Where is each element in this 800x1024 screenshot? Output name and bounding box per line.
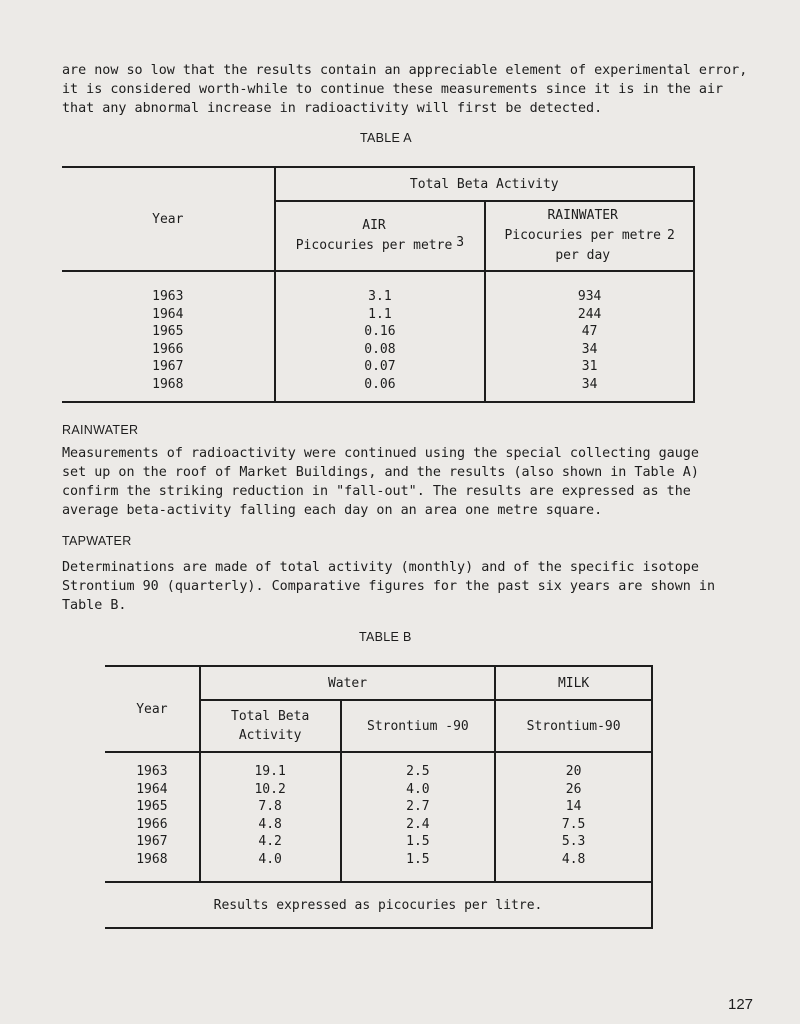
page-number: 127 (728, 996, 754, 1013)
table-b-milk-value: 20 (565, 764, 582, 779)
table-a-air-header (275, 201, 486, 271)
table-a-year: 1968 (152, 376, 184, 392)
table-b-year: 1966 (136, 816, 168, 832)
table-a-air-value: 0.07 (364, 359, 396, 375)
table-b-milk-value: 14 (565, 799, 582, 815)
table-a-air-value: 3.1 (368, 289, 392, 304)
table-a-year: 1967 (152, 359, 184, 375)
table-b-year: 1968 (136, 851, 168, 867)
table-b-year: 1965 (136, 799, 168, 815)
table-b-milk-header: MILK (495, 666, 652, 700)
table-b-year: 1967 (136, 834, 168, 850)
table-b-total-beta-value: 7.8 (258, 799, 282, 815)
table-b-total-beta-column (200, 752, 341, 882)
table-b-strontium-value: 1.5 (406, 851, 430, 867)
table-a-years (62, 288, 274, 394)
table-b-strontium-header: Strontium -90 (341, 700, 496, 752)
table-a-rain-value: 34 (581, 376, 598, 392)
table-b-milk-value: 26 (565, 781, 582, 797)
table-b-milk-column (495, 752, 652, 882)
table-b-total-beta-value: 10.2 (254, 781, 286, 797)
table-b-strontium-value: 1.5 (406, 834, 430, 850)
table-a-year-column (62, 271, 275, 402)
table-b-strontium-values (342, 763, 495, 869)
tapwater-paragraph: Determinations are made of total activity (monthly) and of the specific isotope Strontium 90 (quarterly). Comparative figures for the past six years are shown in Table B. (62, 560, 716, 613)
table-a-group-header: Total Beta Activity (275, 167, 694, 201)
table-b-strontium-value: 4.0 (406, 781, 430, 797)
table-b-strontium-value: 2.5 (406, 764, 430, 779)
table-a-air-value: 0.06 (364, 376, 396, 392)
table-b (105, 665, 653, 929)
table-b-total-beta-value: 19.1 (254, 764, 286, 779)
rainwater-heading: RAINWATER (62, 423, 139, 437)
intro-paragraph: are now so low that the results contain an appreciable element of experimental error, it is considered worth-while to continue these measurements since it is in the air that any abnormal increase in radioactivity will first be detected. (62, 63, 748, 116)
rainwater-paragraph: Measurements of radioactivity were continued using the special collecting gauge set up on the roof of Market Buildings, and the results (also shown in Table A) confirm the striking reduction in "fall-out". The results are expressed as the average beta-activity falling each day on an area one metre square. (62, 446, 699, 518)
table-b-total-beta-value: 4.0 (258, 851, 282, 867)
table-b-total-beta-value: 4.2 (258, 834, 282, 850)
table-a-air-value: 0.08 (364, 341, 396, 357)
table-a (62, 166, 695, 403)
table-a-year: 1965 (152, 324, 184, 340)
table-b-caption: TABLE B (359, 630, 412, 644)
table-b-year-header: Year (105, 666, 200, 752)
table-a-rain-value: 47 (581, 324, 598, 340)
table-a-caption: TABLE A (360, 131, 412, 145)
table-a-year: 1963 (152, 289, 184, 304)
table-a-rain-values (486, 288, 693, 394)
tapwater-heading: TAPWATER (62, 534, 132, 548)
table-a-rain-column (485, 271, 694, 402)
table-b-year-column (105, 752, 200, 882)
table-b-milk-value: 7.5 (561, 816, 586, 832)
table-a-rain-value: 244 (577, 306, 602, 322)
table-b-strontium-value: 2.7 (406, 799, 430, 815)
table-a-rain-header (485, 201, 694, 271)
table-b-milk-value: 5.3 (561, 834, 586, 850)
table-b-year: 1964 (136, 781, 168, 797)
table-b-water-header: Water (200, 666, 495, 700)
table-b-milk-strontium-header: Strontium-90 (495, 700, 652, 752)
air-unit-superscript: 3 (456, 235, 465, 250)
table-a-air-values (276, 288, 485, 394)
table-b-total-beta-value: 4.8 (258, 816, 282, 832)
table-a-rain-value: 31 (581, 359, 598, 375)
table-b-milk-value: 4.8 (561, 851, 586, 867)
air-header-label: AIR Picocuries per metre (295, 218, 453, 253)
table-b-footer: Results expressed as picocuries per litre. (105, 882, 652, 928)
rain-unit-superscript: 2 (666, 228, 675, 243)
table-b-milk-values (496, 763, 651, 869)
table-a-year: 1964 (152, 306, 184, 322)
table-b-strontium-value: 2.4 (406, 816, 430, 832)
table-a-year: 1966 (152, 341, 184, 357)
table-a-year-header: Year (62, 167, 275, 271)
table-a-rain-value: 934 (577, 289, 602, 304)
table-b-strontium-column (341, 752, 496, 882)
table-a-air-column (275, 271, 486, 402)
table-b-year: 1963 (136, 764, 168, 779)
table-b-total-beta-header: Total Beta Activity (200, 700, 341, 752)
rain-header-label: RAINWATER Picocuries per metre per day (504, 208, 661, 263)
table-a-air-value: 1.1 (368, 306, 392, 322)
table-a-air-value: 0.16 (364, 324, 396, 340)
table-b-total-beta-values (201, 763, 340, 869)
table-b-years (105, 763, 199, 869)
table-a-rain-value: 34 (581, 341, 598, 357)
